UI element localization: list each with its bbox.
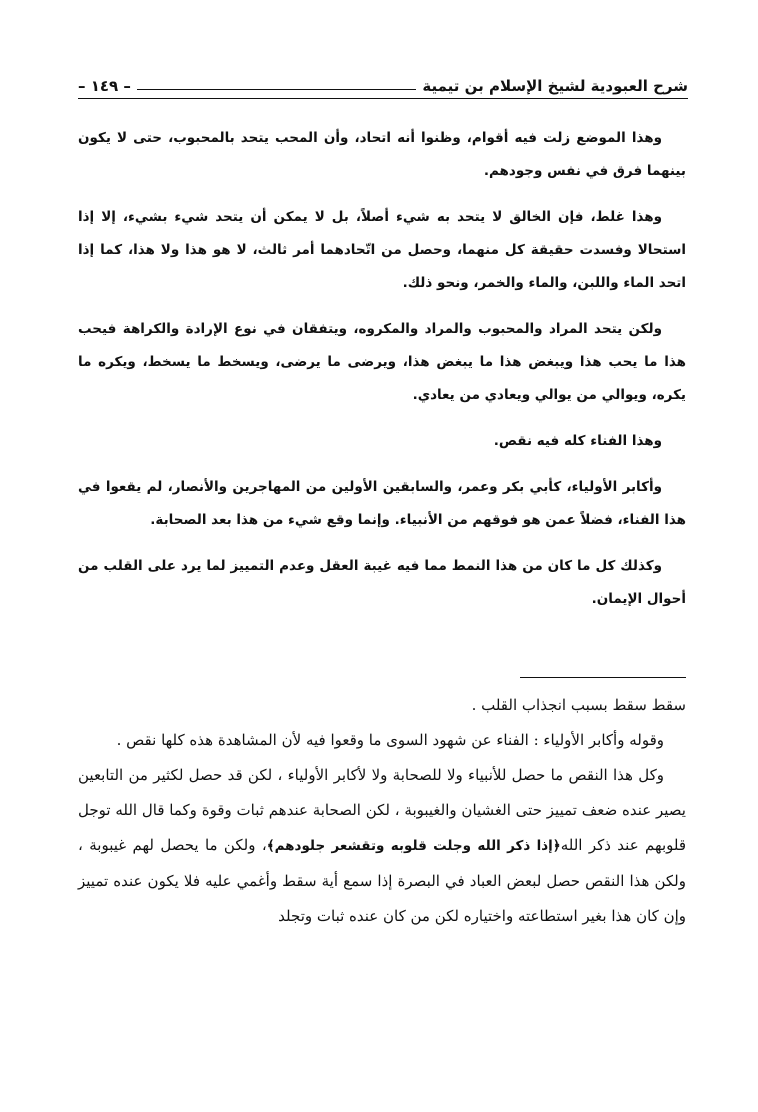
main-paragraph-5: وأكابر الأولياء، كأبي بكر وعمر، والسابقين الأولين من المهاجرين والأنصار، لم يقعوا في هذا الفناء، فضلاً عمن هو فوقهم من الأنبياء. وإنما وقع شيء من هذا بعد الصحابة.: [78, 479, 686, 528]
commentary-paragraph-3-part-2: ، ولكن ما يحصل لهم غيبوبة ، ولكن هذا النقص حصل لبعض العباد في البصرة إذا سمع أية سقط وأغمي عليه فلا يكون عنده تمييز وإن كان هذا بغير استطاعته واختياره لكن من كان عنده ثبات وتجلد: [78, 836, 686, 925]
main-paragraph-6: وكذلك كل ما كان من هذا النمط مما فيه غيبة العقل وعدم التمييز لما يرد على القلب من أحوال الإيمان.: [78, 558, 686, 607]
section-divider: [520, 677, 686, 678]
main-paragraph-4: وهذا الفناء كله فيه نقص.: [493, 433, 662, 449]
header-title: شرح العبودية لشيخ الإسلام بن تيمية: [422, 77, 688, 95]
page-number: – ١٤٩ –: [78, 77, 131, 95]
main-text: [78, 122, 686, 629]
header-rule: [78, 98, 688, 99]
main-paragraph-2: وهذا غلط، فإن الخالق لا يتحد به شيء أصلاً، بل لا يمكن أن يتحد شيء بشيء، إلا إذا استحالا وفسدت حقيقة كل منهما، وحصل من اتّحادهما أمر ثالث، لا هو هذا ولا هذا، كما إذا اتحد الماء واللبن، والماء والخمر، ونحو ذلك.: [78, 209, 686, 291]
main-paragraph-1: وهذا الموضع زلت فيه أقوام، وظنوا أنه اتحاد، وأن المحب يتحد بالمحبوب، حتى لا يكون بينهما فرق في نفس وجودهم.: [78, 130, 686, 179]
commentary-text: [78, 688, 686, 934]
header-leader-line: [137, 89, 416, 90]
commentary-paragraph-2: وقوله وأكابر الأولياء : الفناء عن شهود السوى ما وقعوا فيه لأن المشاهدة هذه كلها نقص .: [116, 731, 664, 749]
quran-quote: ﴿إذا ذكر الله وجلت قلوبه وتقشعر جلودهم﴾: [266, 838, 561, 854]
commentary-paragraph-3-part-1: وكل هذا النقص ما حصل للأنبياء ولا للصحابة ولا لأكابر الأولياء ، لكن قد حصل لكثير من التابعين يصير عنده ضعف تمييز حتى الغشيان والغيبوبة ، لكن الصحابة عندهم ثبات وقوة وكما قال الله توجل قلوبهم عند ذكر الله: [78, 766, 686, 854]
main-paragraph-3: ولكن يتحد المراد والمحبوب والمراد والمكروه، ويتفقان في نوع الإرادة والكراهة فيحب هذا ما يحب هذا ويبغض هذا ما يبغض هذا، ويرضى ما يرضى، ويسخط ما يسخط، ويكره ما يكره، ويوالي من يوالي ويعادي من يعادي.: [78, 321, 686, 403]
commentary-line-1: سقط سقط بسبب انجذاب القلب .: [471, 696, 686, 714]
commentary-paragraph-3: [78, 758, 686, 934]
running-header: [78, 66, 688, 96]
